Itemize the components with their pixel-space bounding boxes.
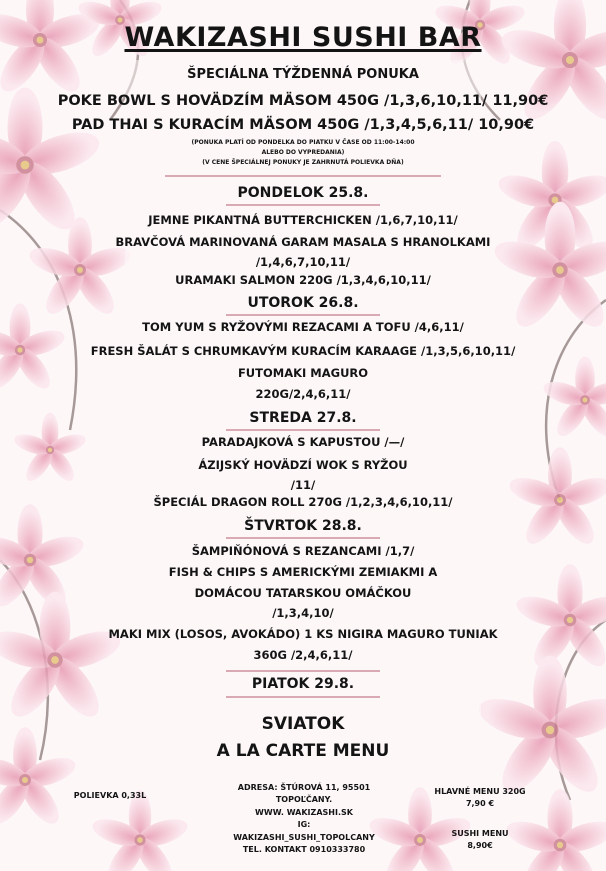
day-heading-monday: PONDELOK 25.8. [237,185,369,201]
a-la-carte-label: A LA CARTE MENU [216,741,390,761]
dish-line: ŠAMPIŇÓNOVÁ S REZANCAMI /1,7/ [191,544,415,558]
website-link[interactable]: WWW. WAKIZASHI.SK [255,807,353,817]
divider [226,537,380,539]
dish-line: ŠPECIÁL DRAGON ROLL 270G /1,2,3,4,6,10,11/ [153,495,453,509]
restaurant-title: WAKIZASHI SUSHI BAR [124,22,482,53]
dish-line: /1,4,6,7,10,11/ [255,255,351,269]
divider [226,314,380,316]
dish-line: TOM YUM S RYŽOVÝMI REZACAMI A TOFU /4,6,11/ [142,320,464,334]
holiday-label: SVIATOK [261,714,345,734]
dish-line: MAKI MIX (LOSOS, AVOKÁDO) 1 KS NIGIRA MAGURO TUNIAK [108,627,498,641]
day-heading-thursday: ŠTVRTOK 28.8. [244,518,362,534]
offer-pad-thai: PAD THAI S KURACÍM MÄSOM 450G /1,3,4,5,6,11/ 10,90€ [71,117,535,133]
dish-line: ÁZIJSKÝ HOVÄDZÍ WOK S RYŽOU [198,458,408,472]
divider [226,429,380,431]
offer-note: (PONUKA PLATÍ OD PONDELKA DO PIATKU V ČASE OD 11:00-14:00 [191,139,415,146]
city-line: TOPOĽČANY. [275,795,333,805]
dish-line: BRAVČOVÁ MARINOVANÁ GARAM MASALA S HRANOLKAMI [115,235,491,249]
dish-line: DOMÁCOU TATARSKOU OMÁČKOU [194,586,412,600]
dish-line: FRESH ŠALÁT S CHRUMKAVÝM KURACÍM KARAAGE /1,3,5,6,10,11/ [90,344,516,358]
offer-poke-bowl: POKE BOWL S HOVÄDZÍM MÄSOM 450G /1,3,6,10,11/ 11,90€ [57,93,549,109]
dish-line: 220G/2,4,6,11/ [255,387,351,401]
day-heading-friday: PIATOK 29.8. [251,676,355,692]
phone-number: TEL. KONTAKT 0910333780 [242,844,366,854]
divider [165,175,441,177]
soup-price: POLIEVKA 0,33L [73,791,147,800]
day-heading-tuesday: UTOROK 26.8. [247,295,359,311]
divider [226,670,380,672]
dish-line: URAMAKI SALMON 220G /1,3,4,6,10,11/ [175,273,431,287]
divider [226,204,380,206]
sushi-menu-label: SUSHI MENU [451,829,509,838]
dish-line: FUTOMAKI MAGURO [237,366,369,380]
sushi-menu-value: 8,90€ [467,841,493,851]
weekly-offer-heading: ŠPECIÁLNA TÝŽDENNÁ PONUKA [187,67,419,82]
address-line: ADRESA: ŠTÚROVÁ 11, 95501 [237,783,371,792]
main-menu-price [428,786,532,811]
dish-line: FISH & CHIPS S AMERICKÝMI ZEMIAKMI A [168,565,438,579]
dish-line: JEMNE PIKANTNÁ BUTTERCHICKEN /1,6,7,10,11/ [148,213,458,227]
dish-line: 360G /2,4,6,11/ [253,648,353,662]
dish-line: /1,3,4,10/ [272,606,334,620]
dish-line: /11/ [290,478,316,492]
offer-note: (V CENE ŠPECIÁLNEJ PONUKY JE ZAHRNUTÁ POLIEVKA DŇA) [202,159,404,166]
sushi-menu-price [428,828,532,853]
main-menu-label: HLAVNÉ MENU 320G [434,787,526,796]
contact-info [229,782,379,856]
dish-line: PARADAJKOVÁ S KAPUSTOU /—/ [201,435,405,449]
offer-note: ALEBO DO VYPREDANIA) [261,149,345,156]
divider [226,696,380,698]
main-menu-value: 7,90 € [465,799,495,809]
day-heading-wednesday: STREDA 27.8. [249,410,357,426]
instagram-handle: IG: WAKIZASHI_SUSHI_TOPOLCANY [233,820,375,842]
